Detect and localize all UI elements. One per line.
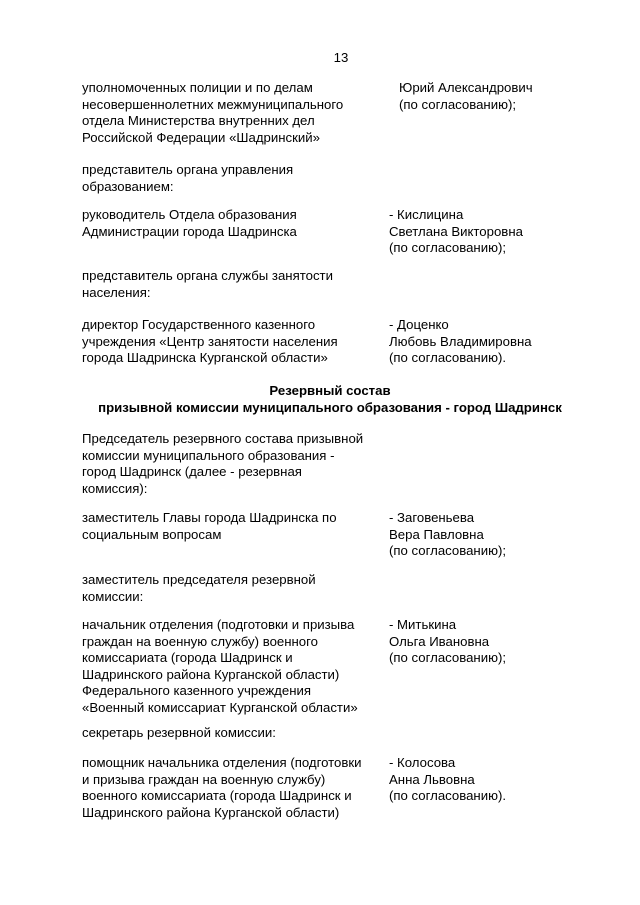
secretary-role-entry (82, 725, 552, 742)
employment-role-label: представитель органа службы занятости населения: (82, 268, 333, 300)
reserve-chair-member-person: - Заговеньева Вера Павловна (по согласованию); (389, 510, 507, 558)
reserve-chair-member-position: заместитель Главы города Шадринска по социальным вопросам (82, 510, 337, 542)
deputy-member-position: начальник отделения (подготовки и призыва граждан на военную службу) военного комиссариата (города Шадринск и Шадринского района Курганской области) Федерального казенного учреждения «Военный комиссариат Курганской области» (82, 617, 358, 715)
reserve-chair-role-entry (82, 431, 552, 497)
education-role-label: представитель органа управления образованием: (82, 162, 294, 194)
education-member-position: руководитель Отдела образования Администрации города Шадринска (82, 207, 297, 239)
deputy-member-person: - Митькина Ольга Ивановна (по согласованию); (389, 617, 507, 665)
deputy-role-label: заместитель председателя резервной комиссии: (82, 572, 316, 604)
police-member-position: уполномоченных полиции и по делам несовершеннолетних межмуниципального отдела Министерства внутренних дел Российской Федерации «Шадринский» (82, 80, 344, 145)
secretary-member-position: помощник начальника отделения (подготовки и призыва граждан на военную службу) военного комиссариата (города Шадринск и Шадринского района Курганской области) (82, 755, 362, 820)
deputy-role-entry (82, 572, 552, 605)
page-number: 13 (333, 50, 349, 65)
employment-role-entry (82, 268, 552, 301)
employment-member-position: директор Государственного казенного учреждения «Центр занятости населения города Шадринска Курганской области» (82, 317, 338, 365)
secretary-role-label: секретарь резервной комиссии: (82, 725, 276, 740)
police-member-person: Юрий Александрович (по согласованию); (399, 80, 533, 112)
reserve-section-heading: Резервный состав призывной комиссии муниципального образования - город Шадринск (98, 383, 562, 415)
education-member-person: - Кислицина Светлана Викторовна (по согласованию); (389, 207, 523, 255)
reserve-chair-role-label: Председатель резервного состава призывной комиссии муниципального образования - город Шадринск (далее - резервная комиссия): (82, 431, 364, 496)
secretary-member-person: - Колосова Анна Львовна (по согласованию). (389, 755, 507, 803)
education-role-entry (82, 162, 552, 195)
employment-member-person: - Доценко Любовь Владимировна (по согласованию). (389, 317, 532, 365)
